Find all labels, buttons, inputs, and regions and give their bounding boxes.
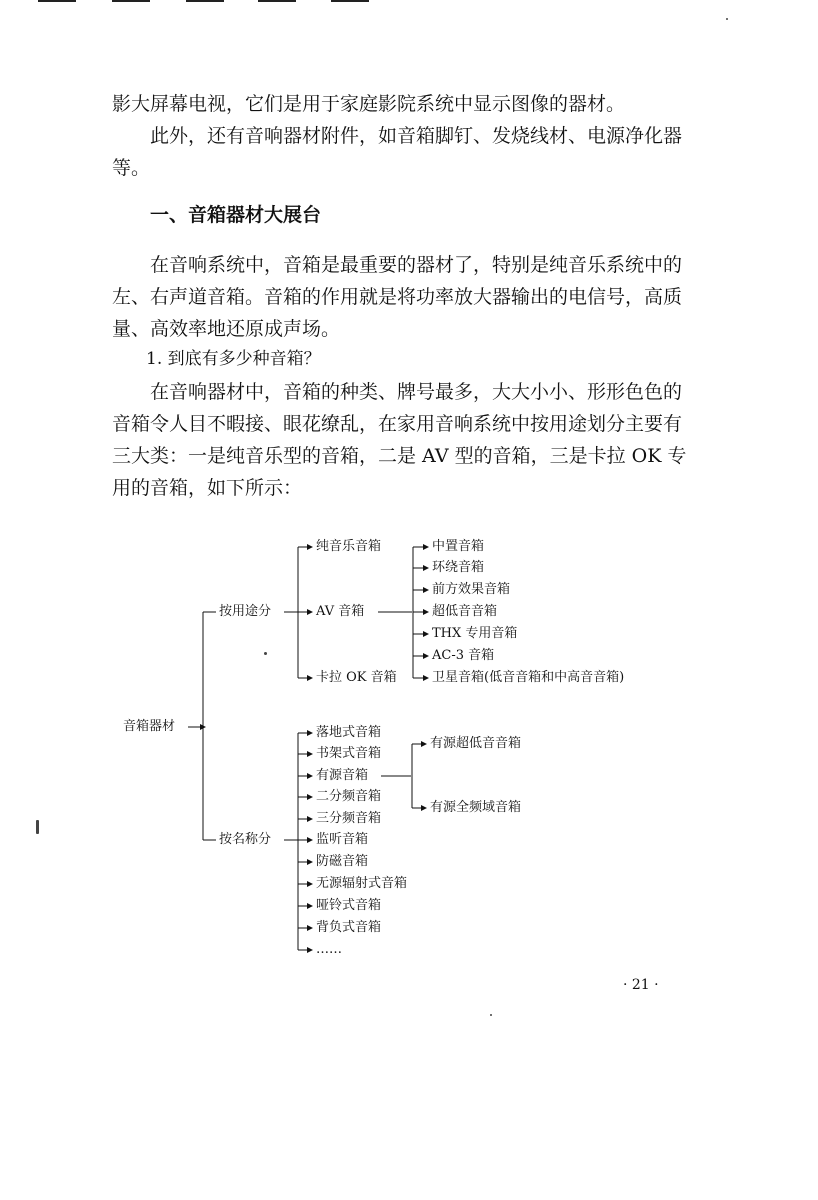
scan-speck	[490, 1014, 492, 1016]
active-item: 有源全频域音箱	[430, 800, 522, 815]
use-item: 纯音乐音箱	[316, 539, 382, 554]
active-item: 有源超低音音箱	[430, 736, 522, 751]
paragraph: 此外，还有音响器材附件，如音箱脚钉、发烧线材、电源净化器等。	[112, 125, 683, 179]
av-item: 中置音箱	[432, 539, 485, 554]
name-item: 落地式音箱	[316, 725, 382, 740]
av-item: 环绕音箱	[432, 560, 485, 575]
name-item: 背负式音箱	[316, 920, 382, 935]
av-item: THX 专用音箱	[432, 626, 518, 641]
use-item: AV 音箱	[316, 604, 365, 619]
paragraph: 在音响器材中，音箱的种类、牌号最多，大大小小、形形色色的音箱令人目不暇接、眼花缭乱，在家用音响系统中按用途划分主要有三大类：一是纯音乐型的音箱，二是 AV 型的音箱，三是卡拉 OK 专用的音箱，如下所示：	[112, 381, 687, 499]
scan-speck	[36, 820, 39, 834]
paragraph: 影大屏幕电视，它们是用于家庭影院系统中显示图像的器材。	[112, 93, 626, 115]
name-item: ……	[316, 942, 342, 957]
subheading: 1. 到底有多少种音箱？	[146, 349, 321, 369]
name-item: 哑铃式音箱	[316, 898, 382, 913]
by-use-label: 按用途分	[219, 604, 272, 619]
av-item: 卫星音箱(低音音箱和中高音音箱)	[432, 670, 625, 685]
av-item: AC-3 音箱	[432, 648, 495, 663]
section-heading: 一、音箱器材大展台	[150, 204, 322, 226]
name-item: 有源音箱	[316, 768, 369, 783]
name-item: 监听音箱	[316, 832, 369, 847]
by-name-label: 按名称分	[219, 832, 272, 847]
page-number: · 21 ·	[623, 977, 659, 993]
name-item: 防磁音箱	[316, 854, 369, 869]
use-item: 卡拉 OK 音箱	[316, 670, 397, 685]
name-item: 三分频音箱	[316, 811, 382, 826]
name-item: 无源辐射式音箱	[316, 876, 408, 891]
scan-speck	[726, 18, 728, 20]
scan-speck	[264, 652, 267, 655]
av-item: 前方效果音箱	[432, 582, 511, 597]
paragraph: 在音响系统中，音箱是最重要的器材了，特别是纯音乐系统中的左、右声道音箱。音箱的作用就是将功率放大器输出的电信号，高质量、高效率地还原成声场。	[112, 254, 683, 340]
diagram-root: 音箱器材	[123, 719, 176, 734]
av-item: 超低音音箱	[432, 604, 498, 619]
name-item: 二分频音箱	[316, 789, 382, 804]
name-item: 书架式音箱	[316, 746, 382, 761]
